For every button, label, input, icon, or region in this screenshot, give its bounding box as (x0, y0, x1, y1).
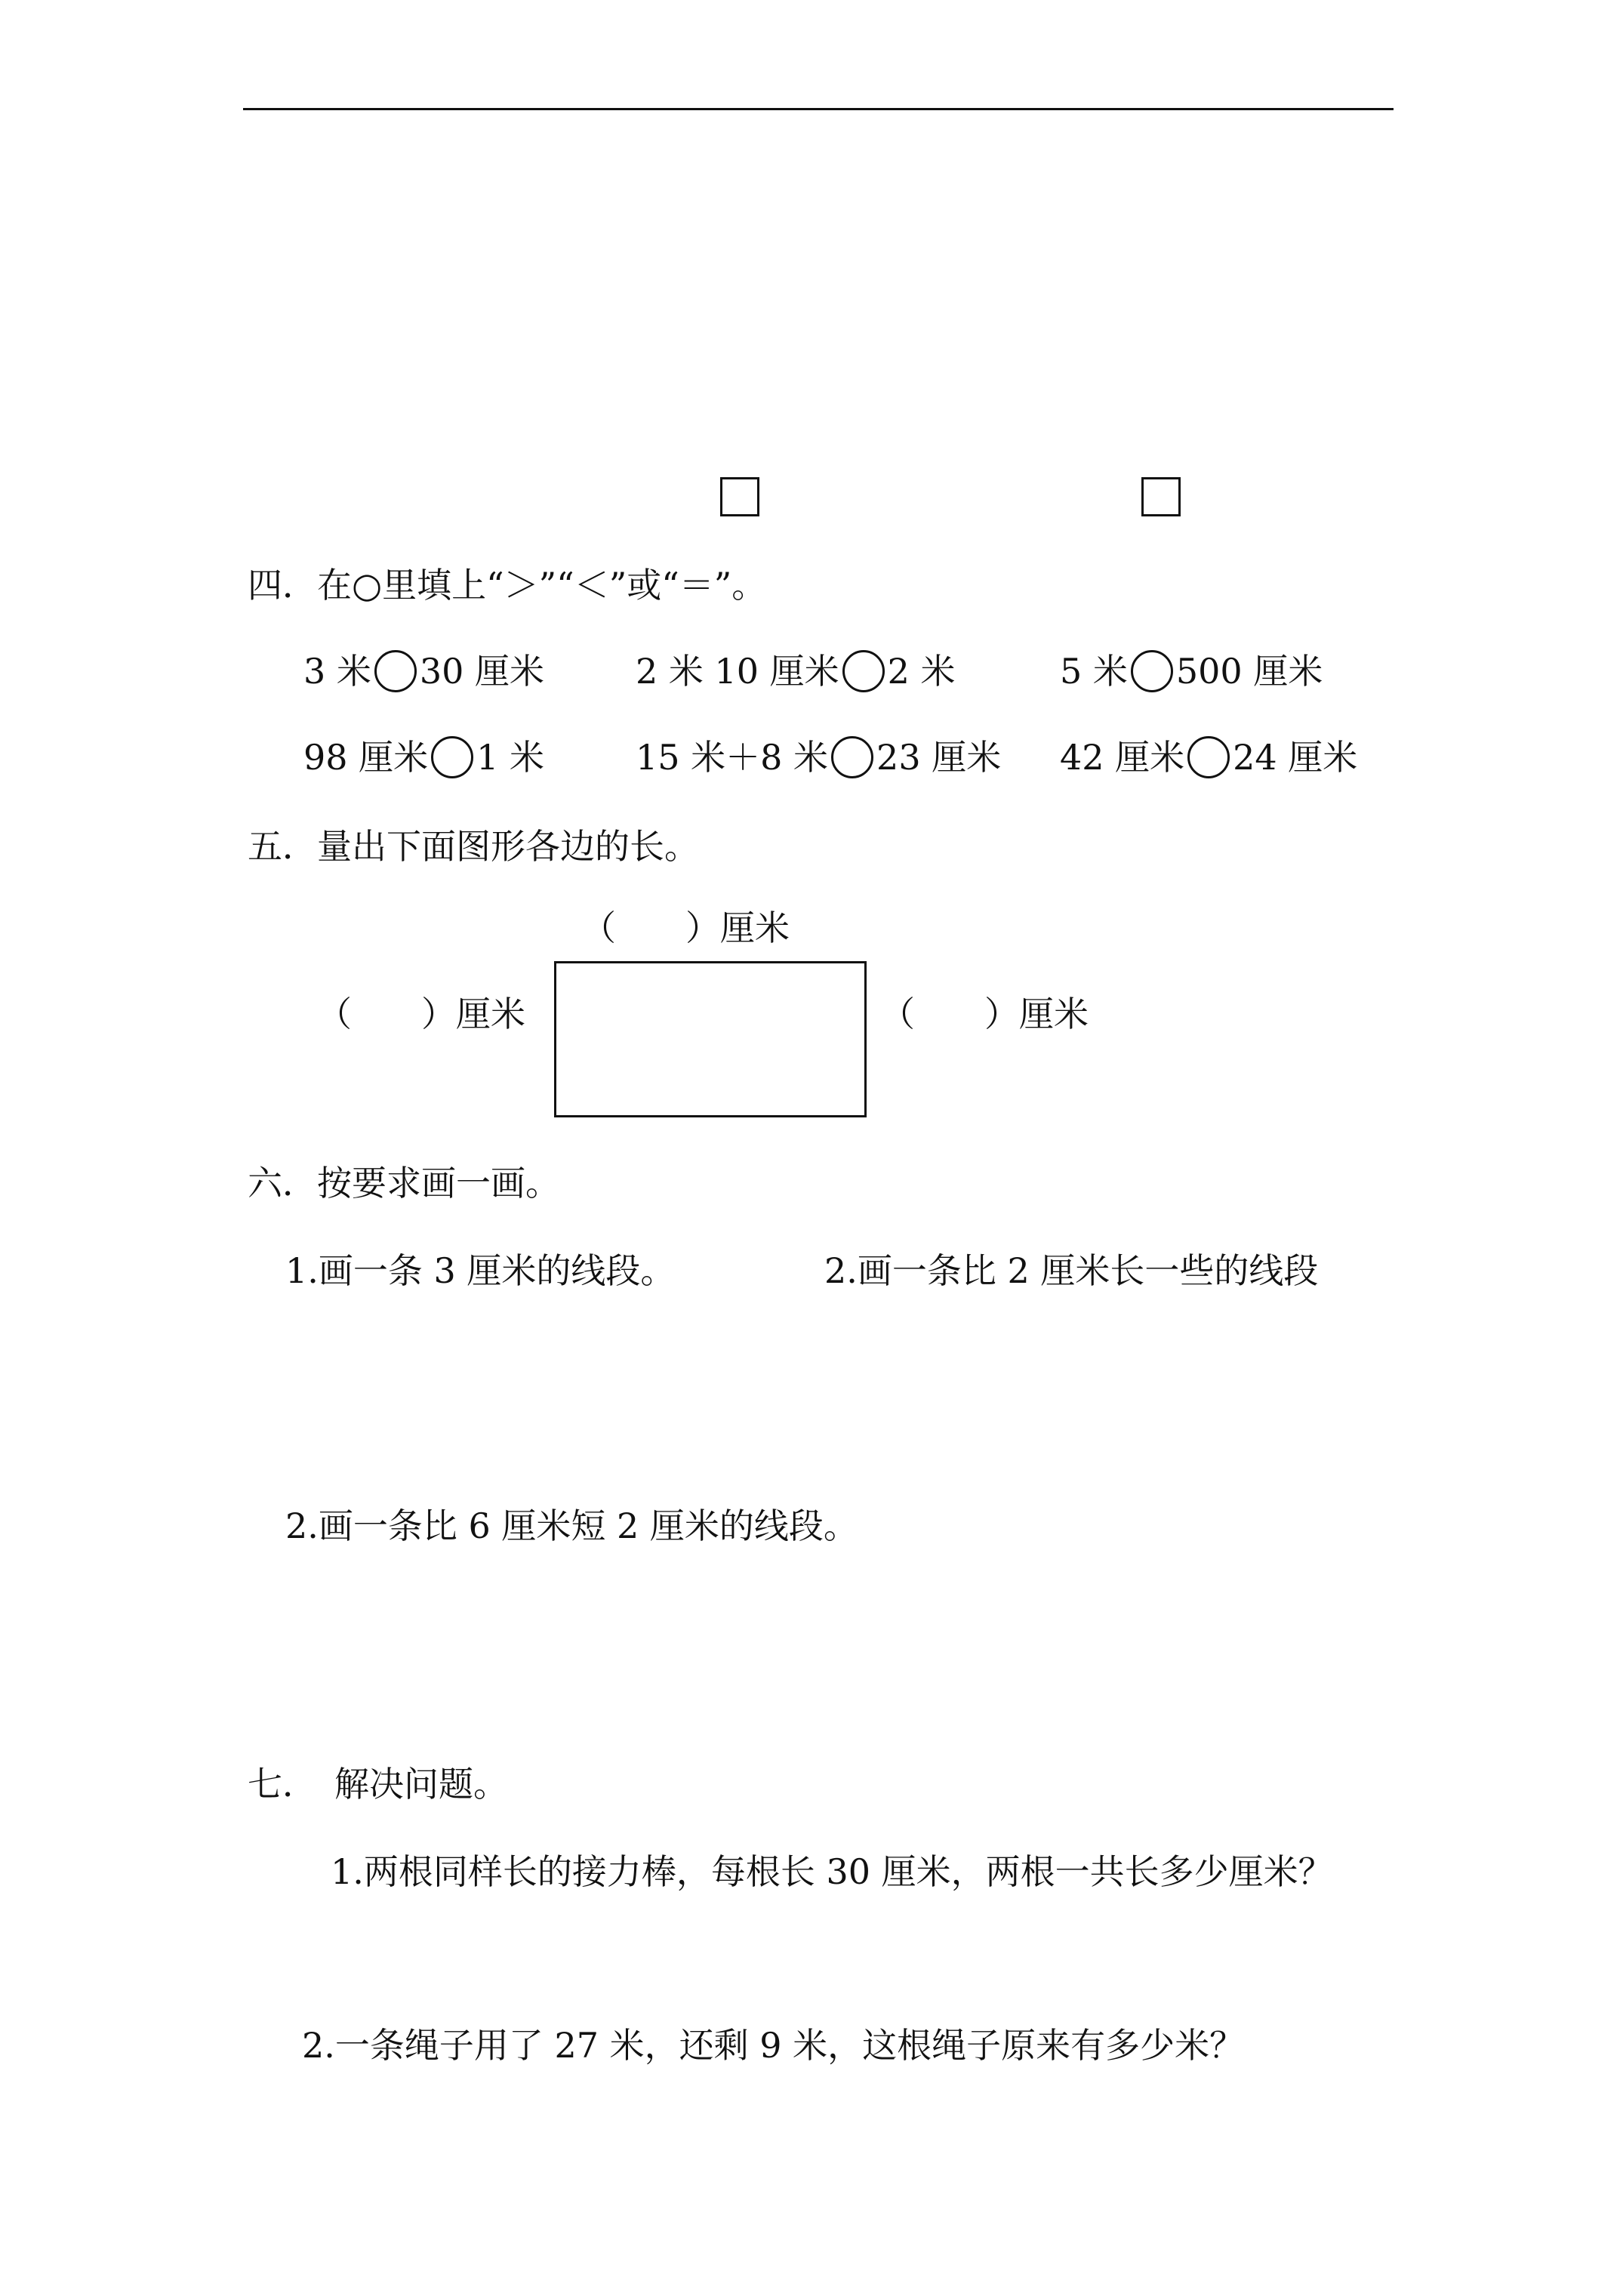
top-side-label (581, 908, 790, 948)
unit-label: 厘米 (456, 994, 525, 1034)
unit-label: 厘米 (1019, 994, 1089, 1034)
section-5-heading: 五．量出下面图形各边的长。 (248, 826, 699, 867)
answer-box-1[interactable] (720, 477, 759, 516)
section-6-heading: 六．按要求画一画。 (248, 1163, 560, 1203)
compare-item-4 (303, 737, 545, 778)
compare-right: 2 米 (887, 651, 956, 692)
compare-item-1 (303, 651, 545, 692)
compare-left: 2 米 10 厘米 (636, 651, 839, 692)
section-7-heading: 七． 解决问题。 (248, 1764, 508, 1804)
compare-item-5 (636, 737, 1002, 778)
unit-label: 厘米 (720, 908, 790, 948)
top-side-answer[interactable]: （ ） (581, 908, 720, 948)
measure-rectangle (554, 961, 867, 1117)
compare-item-2 (636, 651, 956, 692)
compare-right: 24 厘米 (1233, 737, 1358, 778)
compare-left: 98 厘米 (303, 737, 429, 778)
right-side-answer[interactable]: （ ） (880, 994, 1019, 1034)
section-4-heading: 四．在○里填上“＞”“＜”或“＝”。 (248, 565, 767, 606)
compare-left: 5 米 (1060, 651, 1128, 692)
compare-right: 500 厘米 (1175, 651, 1323, 692)
draw-task-2: 2.画一条比 2 厘米长一些的线段 (824, 1250, 1319, 1291)
compare-circle[interactable] (431, 736, 473, 778)
compare-right: 30 厘米 (419, 651, 545, 692)
compare-item-6 (1060, 737, 1358, 778)
compare-circle[interactable] (1131, 650, 1173, 692)
header-rule (243, 108, 1394, 110)
compare-circle[interactable] (831, 736, 873, 778)
compare-left: 15 米＋8 米 (636, 737, 829, 778)
left-side-label (317, 994, 525, 1034)
compare-right: 23 厘米 (876, 737, 1002, 778)
problem-1: 1.两根同样长的接力棒，每根长 30 厘米，两根一共长多少厘米？ (331, 1851, 1333, 1892)
compare-circle[interactable] (374, 650, 417, 692)
compare-left: 3 米 (303, 651, 371, 692)
compare-circle[interactable] (842, 650, 885, 692)
compare-item-3 (1060, 651, 1323, 692)
compare-circle[interactable] (1187, 736, 1230, 778)
answer-box-2[interactable] (1141, 477, 1181, 516)
compare-right: 1 米 (476, 737, 545, 778)
right-side-label (880, 994, 1089, 1034)
draw-task-3: 2.画一条比 6 厘米短 2 厘米的线段。 (285, 1505, 858, 1546)
left-side-answer[interactable]: （ ） (317, 994, 456, 1034)
draw-task-1: 1.画一条 3 厘米的线段。 (285, 1250, 676, 1291)
compare-left: 42 厘米 (1060, 737, 1185, 778)
problem-2: 2.一条绳子用了 27 米，还剩 9 米，这根绳子原来有多少米？ (302, 2025, 1245, 2066)
